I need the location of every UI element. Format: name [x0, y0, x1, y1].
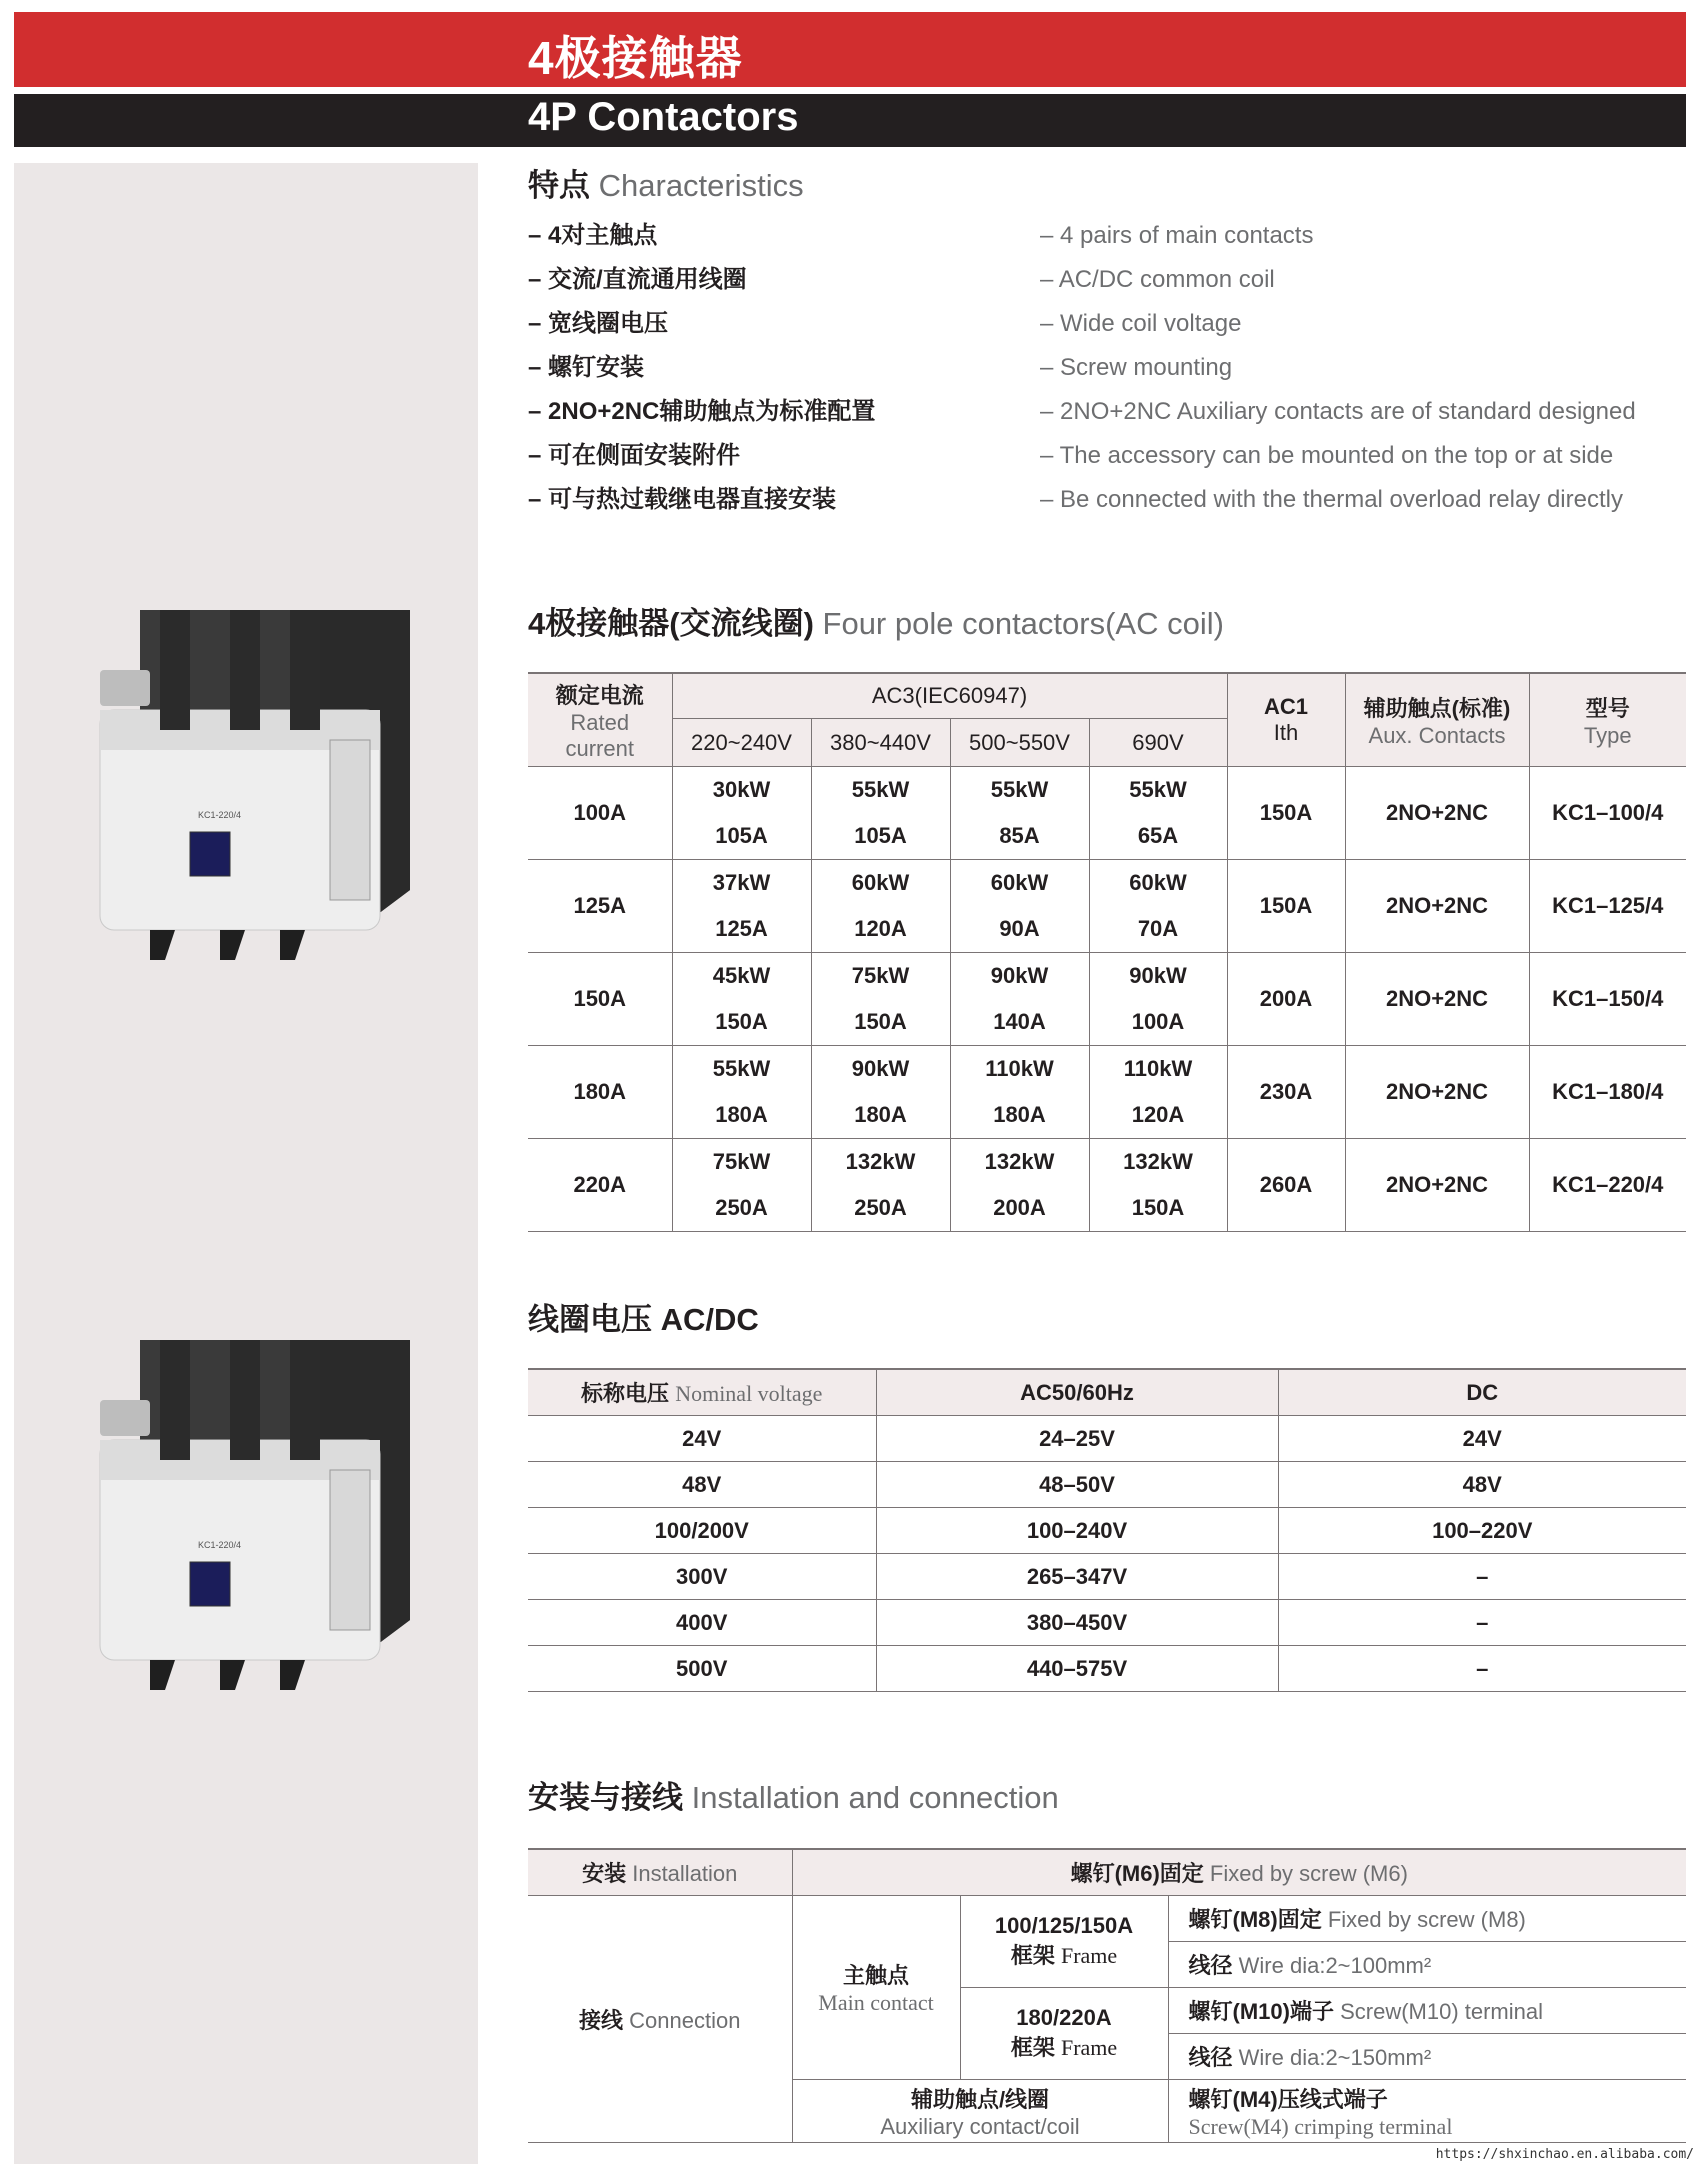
rated-current-header: 额定电流 Rated current — [528, 673, 672, 767]
voltage-header: 500~550V — [950, 719, 1089, 767]
source-watermark: https://shxinchao.en.alibaba.com/ — [1435, 2147, 1694, 2162]
ac-table-heading-cn: 4极接触器(交流线圈) — [528, 606, 814, 641]
voltage-header: 220~240V — [672, 719, 811, 767]
table-row: 500V 440–575V – — [528, 1646, 1686, 1692]
dc-header: DC — [1278, 1369, 1686, 1416]
feature-item-en: – AC/DC common coil — [1040, 266, 1275, 293]
frame-2-screw: 螺钉(M10)端子 Screw(M10) terminal — [1168, 1988, 1686, 2034]
feature-item-cn: – 可与热过载继电器直接安装 — [528, 486, 837, 513]
voltage-header: 380~440V — [811, 719, 950, 767]
table-row: 100/200V 100–240V 100–220V — [528, 1508, 1686, 1554]
voltage-header: 690V — [1089, 719, 1227, 767]
contactor-product-image — [80, 590, 420, 970]
characteristics-heading — [528, 160, 804, 205]
ac-frequency-header: AC50/60Hz — [876, 1369, 1278, 1416]
installation-label: 安装 Installation — [528, 1849, 792, 1896]
contactor-product-image-2 — [80, 1320, 420, 1700]
feature-item-en: – 2NO+2NC Auxiliary contacts are of standard designed — [1040, 398, 1636, 425]
ac-table-heading — [528, 598, 1224, 643]
page-title-cn: 4极接触器 — [528, 32, 743, 84]
table-row: 220A 75kW 250A 132kW 250A 132kW 200A 132kW 150A 260A 2NO+2NC KC1–220/4 — [528, 1139, 1686, 1232]
installation-value: 螺钉(M6)固定 Fixed by screw (M6) — [792, 1849, 1686, 1896]
frame-1-wire: 线径 Wire dia:2~100mm² — [1168, 1942, 1686, 1988]
coil-voltage-heading: 线圈电压 AC/DC — [528, 1302, 759, 1337]
title-bar-black — [14, 94, 1686, 147]
characteristics-list-cn — [528, 218, 875, 526]
installation-heading-cn: 安装与接线 — [528, 1780, 683, 1815]
aux-contact-label: 辅助触点/线圈 Auxiliary contact/coil — [792, 2080, 1168, 2143]
installation-heading — [528, 1772, 1059, 1817]
product-label-2: KC1-220/4 — [198, 1540, 242, 1550]
feature-item-en: – The accessory can be mounted on the top or at side — [1040, 442, 1614, 469]
installation-table — [528, 1848, 1686, 2143]
characteristics-list-en — [1040, 218, 1636, 526]
frame-2: 180/220A 框架 Frame — [960, 1988, 1168, 2080]
feature-item-en: – Screw mounting — [1040, 354, 1233, 381]
frame-2-wire: 线径 Wire dia:2~150mm² — [1168, 2034, 1686, 2080]
table-row: 48V 48–50V 48V — [528, 1462, 1686, 1508]
table-row: 24V 24–25V 24V — [528, 1416, 1686, 1462]
table-row: 300V 265–347V – — [528, 1554, 1686, 1600]
table-row: 400V 380–450V – — [528, 1600, 1686, 1646]
frame-1: 100/125/150A 框架 Frame — [960, 1896, 1168, 1988]
characteristics-heading-cn: 特点 — [528, 168, 590, 203]
ac1-header: AC1 Ith — [1227, 673, 1345, 767]
page-title-en: 4P Contactors — [528, 95, 799, 139]
table-row: 150A 45kW 150A 75kW 150A 90kW 140A 90kW 100A 200A 2NO+2NC KC1–150/4 — [528, 953, 1686, 1046]
feature-item-cn: – 螺钉安装 — [528, 354, 645, 381]
ac3-header: AC3(IEC60947) — [672, 673, 1227, 719]
aux-contacts-header: 辅助触点(标准) Aux. Contacts — [1345, 673, 1529, 767]
feature-item-en: – Wide coil voltage — [1040, 310, 1242, 337]
nominal-voltage-header: 标称电压 Nominal voltage — [528, 1369, 876, 1416]
table-row: 180A 55kW 180A 90kW 180A 110kW 180A 110kW 120A 230A 2NO+2NC KC1–180/4 — [528, 1046, 1686, 1139]
ac-table-heading-en: Four pole contactors(AC coil) — [822, 606, 1224, 641]
connection-label: 接线 Connection — [528, 1896, 792, 2143]
feature-item-cn: – 可在侧面安装附件 — [528, 442, 741, 469]
feature-item-en: – Be connected with the thermal overload relay directly — [1040, 486, 1623, 513]
type-header: 型号 Type — [1529, 673, 1686, 767]
table-row: 100A 30kW 105A 55kW 105A 55kW 85A 55kW 65A 150A 2NO+2NC KC1–100/4 — [528, 767, 1686, 860]
coil-voltage-table — [528, 1368, 1686, 1692]
main-contact-label: 主触点 Main contact — [792, 1896, 960, 2080]
installation-heading-en: Installation and connection — [691, 1780, 1059, 1815]
product-label: KC1-220/4 — [198, 810, 242, 820]
title-bar-red — [14, 12, 1686, 87]
feature-item-cn: – 交流/直流通用线圈 — [528, 266, 747, 293]
characteristics-heading-en: Characteristics — [598, 168, 804, 203]
feature-item-cn: – 2NO+2NC辅助触点为标准配置 — [528, 398, 876, 425]
aux-contact-value: 螺钉(M4)压线式端子 Screw(M4) crimping terminal — [1168, 2080, 1686, 2143]
ac-coil-table — [528, 672, 1686, 1232]
table-row: 125A 37kW 125A 60kW 120A 60kW 90A 60kW 70A 150A 2NO+2NC KC1–125/4 — [528, 860, 1686, 953]
feature-item-cn: – 4对主触点 — [528, 222, 658, 249]
product-image-panel — [14, 163, 478, 2164]
feature-item-en: – 4 pairs of main contacts — [1040, 222, 1314, 249]
frame-1-screw: 螺钉(M8)固定 Fixed by screw (M8) — [1168, 1896, 1686, 1942]
feature-item-cn: – 宽线圈电压 — [528, 310, 669, 337]
